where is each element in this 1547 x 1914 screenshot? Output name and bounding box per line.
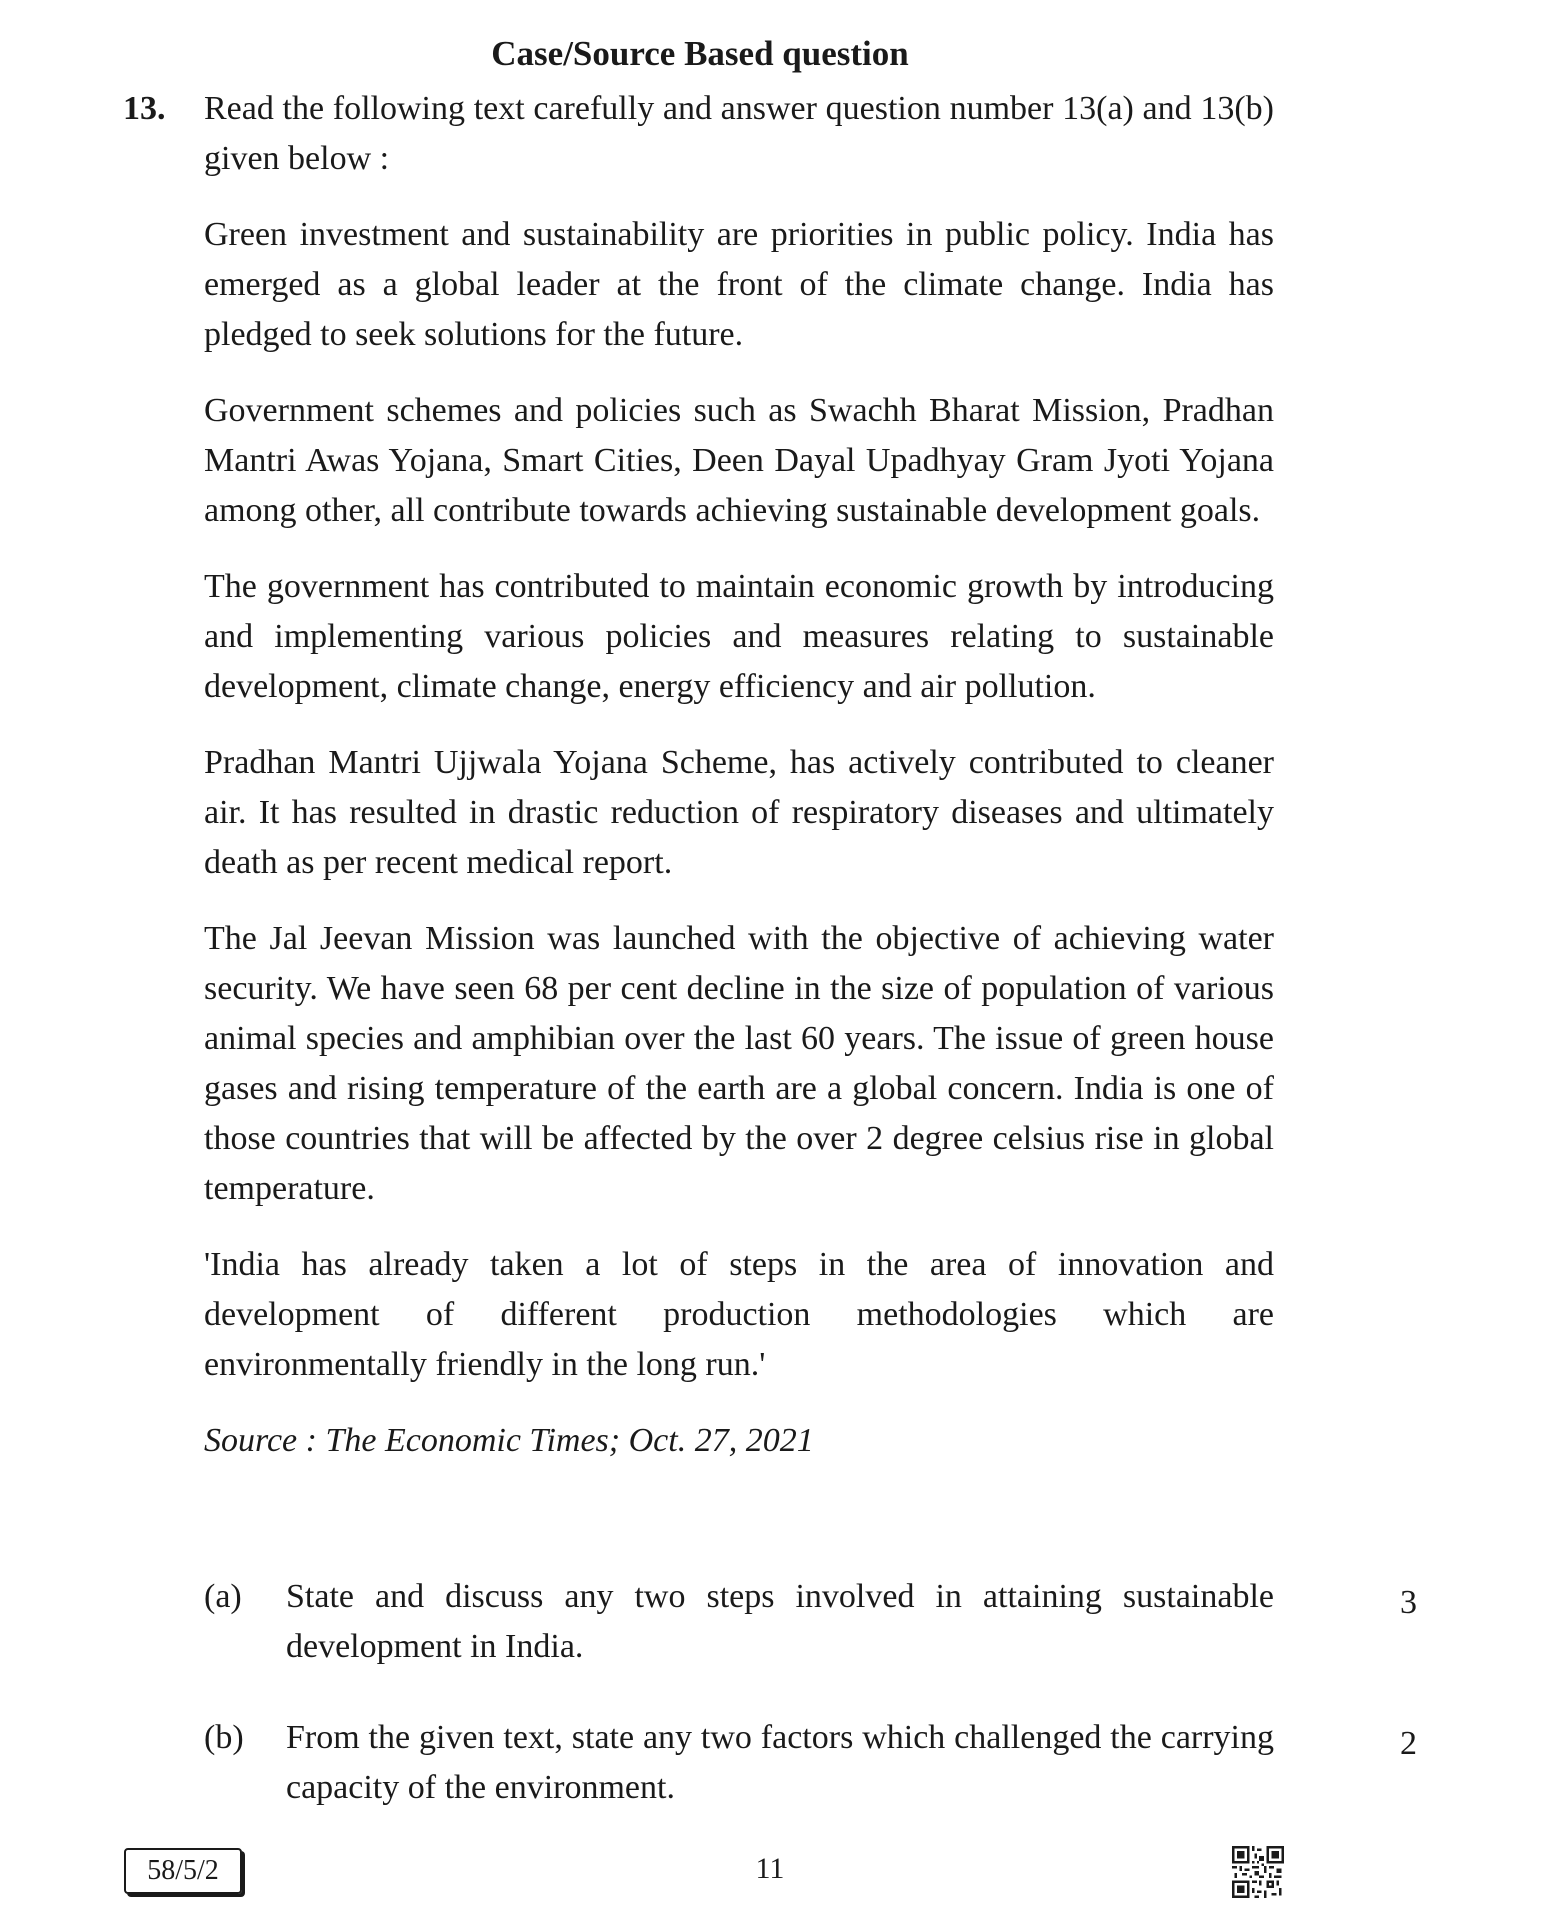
qr-code-icon — [1232, 1846, 1284, 1898]
passage-paragraph: 'India has already taken a lot of steps in the area of innovation and development of different production methodologies which are environmentally friendly in the long run.' — [204, 1246, 1274, 1383]
question-body — [204, 84, 1274, 1466]
page-number: 11 — [755, 1852, 785, 1885]
passage-paragraph: Government schemes and policies such as Swachh Bharat Mission, Pradhan Mantri Awas Yojana, Smart Cities, Deen Dayal Upadhyay Gram Jyoti Yojana among other, all contribute towards achieving sustainable development goals. — [204, 392, 1274, 529]
paper-code-badge: 58/5/2 — [124, 1848, 242, 1894]
section-title: Case/Source Based question — [491, 34, 909, 73]
passage-paragraph: The Jal Jeevan Mission was launched with the objective of achieving water security. We have seen 68 per cent decline in the size of population of various animal species and amphibian over the last 60 years. The issue of green house gases and rising temperature of the earth are a global concern. India is one of those countries that will be affected by the over 2 degree celsius rise in global temperature. — [204, 920, 1274, 1207]
sub-question-label: (b) — [204, 1719, 244, 1756]
sub-question-text: From the given text, state any two factors which challenged the carrying capacity of the environment. — [286, 1719, 1274, 1806]
sub-question-marks: 2 — [1400, 1725, 1417, 1762]
sub-question-marks: 3 — [1400, 1584, 1417, 1621]
sub-question-label: (a) — [204, 1578, 242, 1615]
passage-paragraph: Pradhan Mantri Ujjwala Yojana Scheme, has actively contributed to cleaner air. It has resulted in drastic reduction of respiratory diseases and ultimately death as per recent medical report. — [204, 744, 1274, 881]
question-number: 13. — [123, 90, 166, 127]
passage-source: Source : The Economic Times; Oct. 27, 2021 — [204, 1422, 814, 1459]
sub-question-text: State and discuss any two steps involved in attaining sustainable development in India. — [286, 1578, 1274, 1665]
question-intro: Read the following text carefully and answer question number 13(a) and 13(b) given below : — [204, 90, 1274, 177]
passage-paragraph: Green investment and sustainability are priorities in public policy. India has emerged as a global leader at the front of the climate change. India has pledged to seek solutions for the future. — [204, 216, 1274, 353]
passage-paragraph: The government has contributed to maintain economic growth by introducing and implementing various policies and measures relating to sustainable development, climate change, energy efficiency and air pollution. — [204, 568, 1274, 705]
